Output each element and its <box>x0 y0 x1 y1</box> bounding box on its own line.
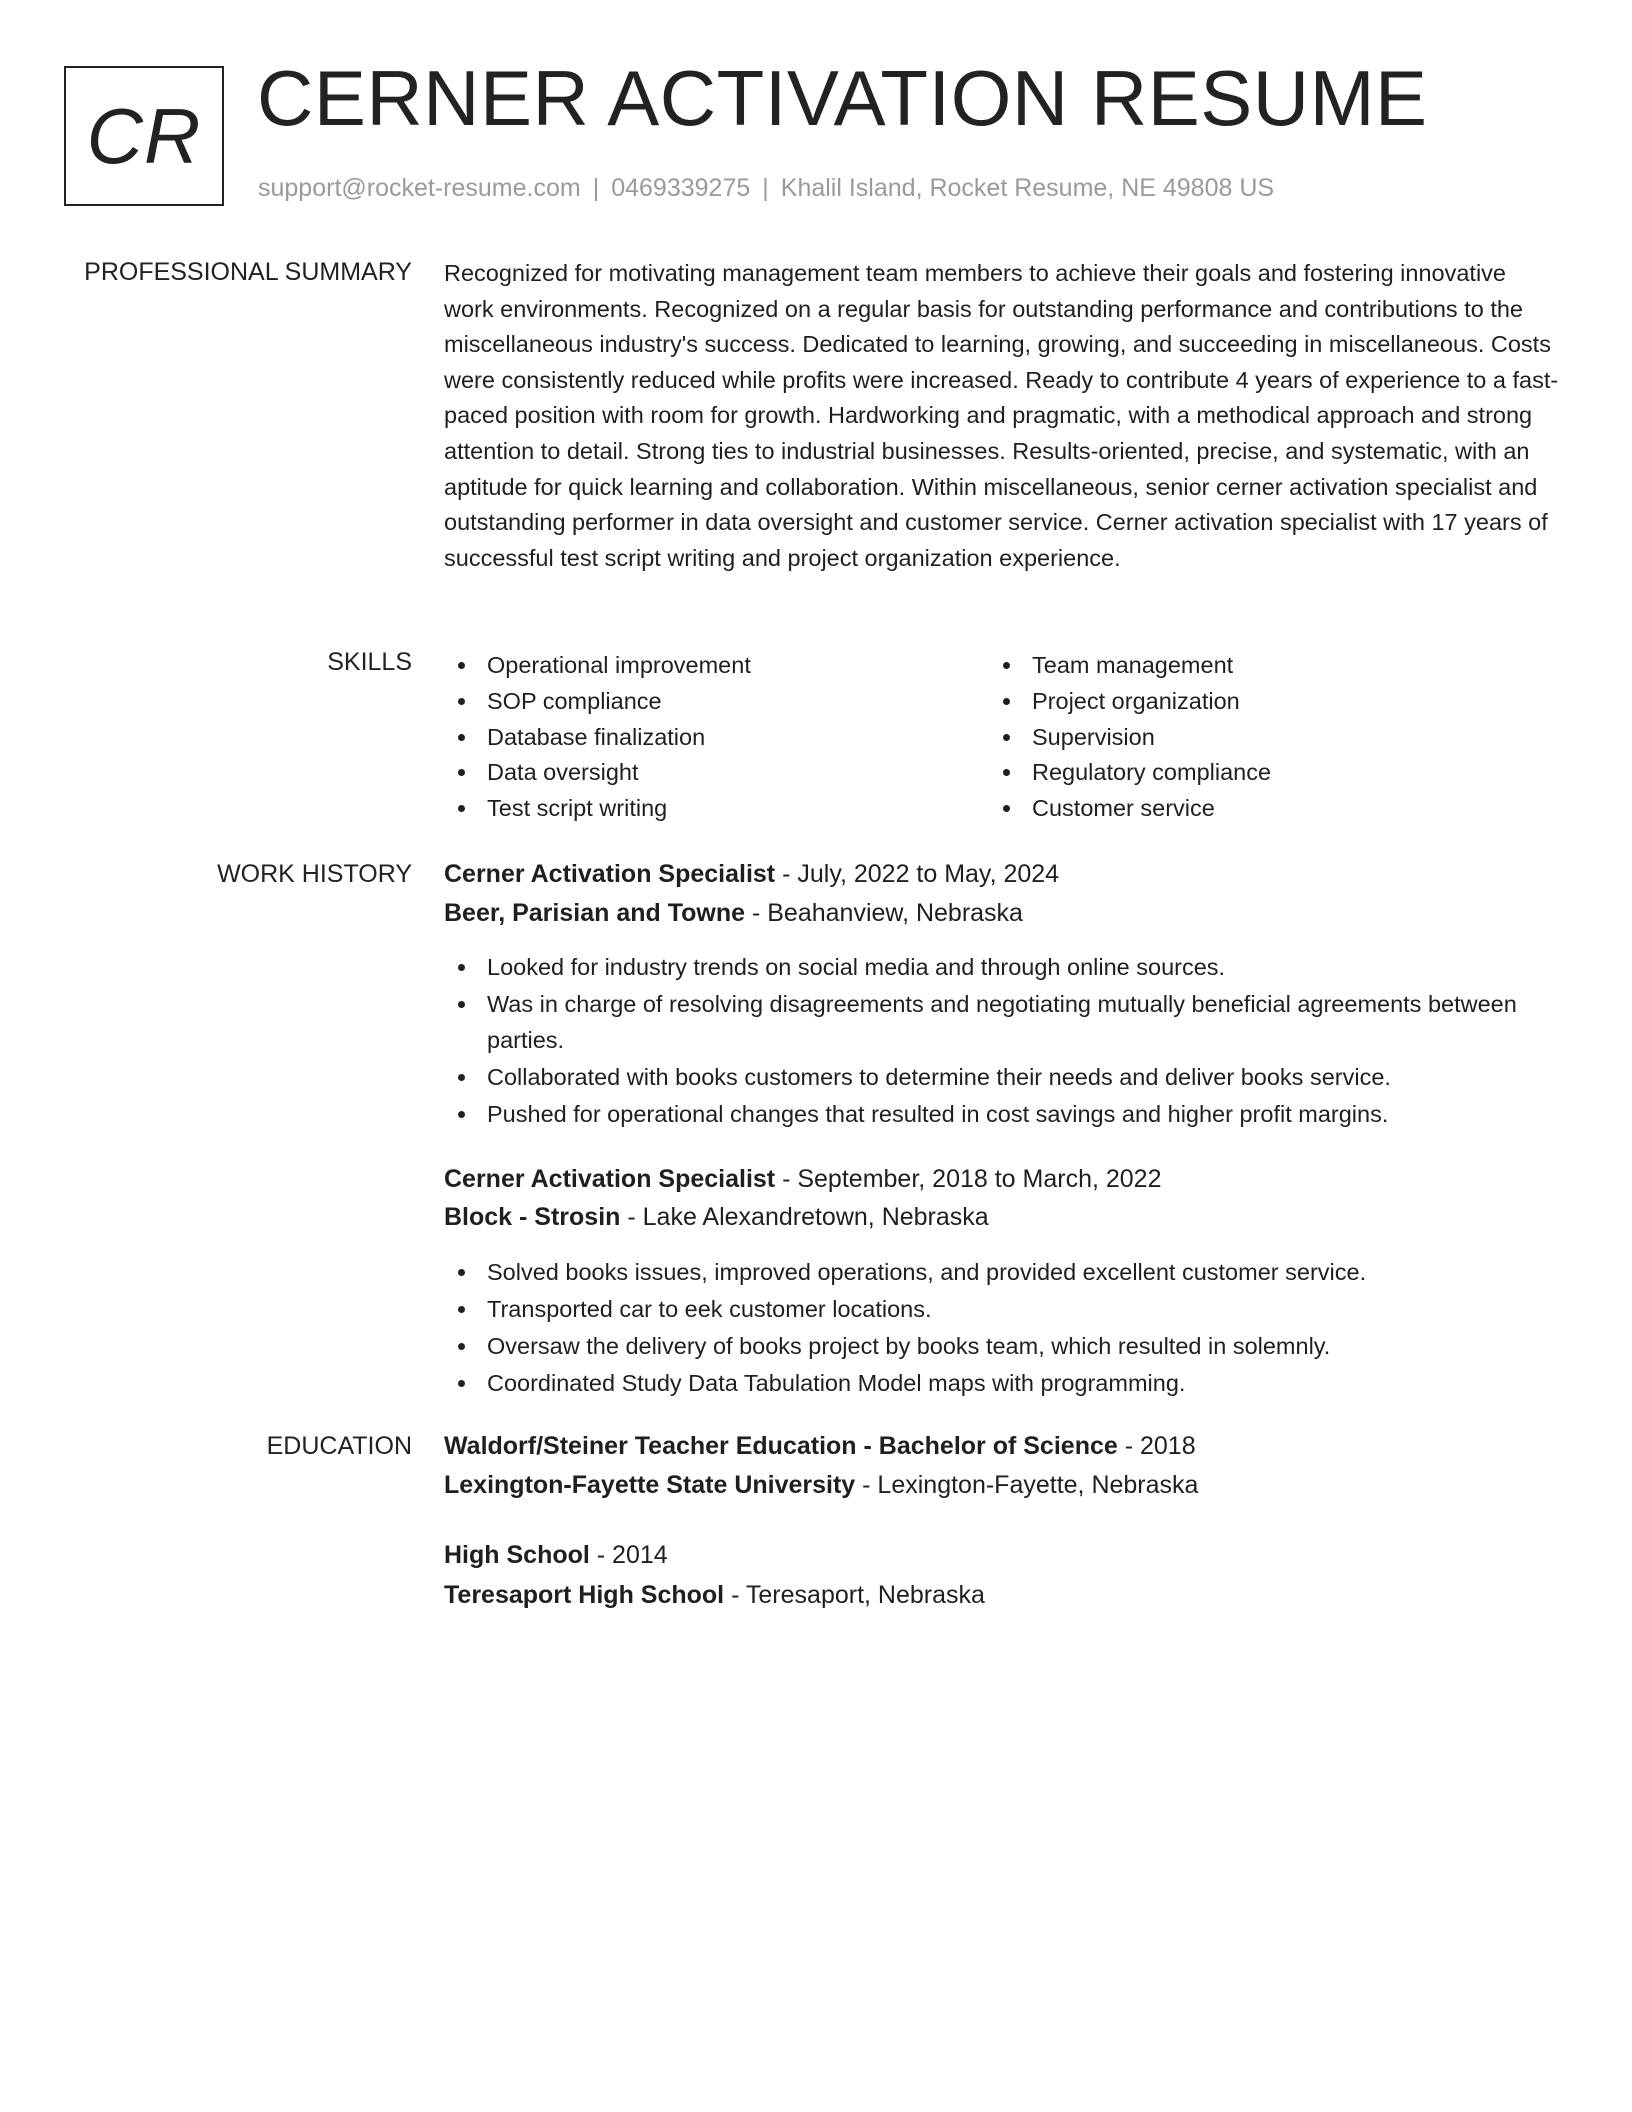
skill-item: SOP compliance <box>444 684 751 720</box>
job-location: - Lake Alexandretown, Nebraska <box>620 1203 989 1231</box>
monogram: CR <box>64 66 224 206</box>
education-degree: Waldorf/Steiner Teacher Education - Bachelor of Science <box>444 1432 1118 1460</box>
skills-right-column <box>989 648 1271 827</box>
job-bullets <box>444 1255 1559 1403</box>
job-company-line <box>444 1203 989 1232</box>
job-bullet: Oversaw the delivery of books project by books team, which resulted in solemnly. <box>444 1329 1559 1365</box>
education-school: Lexington-Fayette State University <box>444 1471 856 1499</box>
education-degree-line <box>444 1541 668 1570</box>
job-title-line <box>444 1165 1161 1194</box>
skill-item: Team management <box>989 648 1271 684</box>
skill-item: Test script writing <box>444 791 751 827</box>
job-bullet: Transported car to eek customer locations. <box>444 1292 1559 1328</box>
job-bullet: Coordinated Study Data Tabulation Model maps with programming. <box>444 1366 1559 1402</box>
job-bullet: Was in charge of resolving disagreements and negotiating mutually beneficial agreements between parties. <box>444 987 1559 1058</box>
contact-line <box>258 174 1274 203</box>
skill-item: Data oversight <box>444 755 751 791</box>
education-school: Teresaport High School <box>444 1581 725 1609</box>
education-degree-line <box>444 1432 1196 1461</box>
contact-separator: | <box>762 174 769 202</box>
skill-item: Supervision <box>989 720 1271 756</box>
job-bullet: Solved books issues, improved operations, and provided excellent customer service. <box>444 1255 1559 1291</box>
education-year: - 2014 <box>589 1541 668 1569</box>
job-bullet: Pushed for operational changes that resulted in cost savings and higher profit margins. <box>444 1097 1559 1133</box>
job-location: - Beahanview, Nebraska <box>745 899 1023 927</box>
section-label-work: WORK HISTORY <box>217 860 412 888</box>
job-bullet: Collaborated with books customers to determine their needs and deliver books service. <box>444 1060 1559 1096</box>
contact-address: Khalil Island, Rocket Resume, NE 49808 US <box>780 174 1275 202</box>
section-label-education: EDUCATION <box>266 1432 412 1460</box>
resume-name: CERNER ACTIVATION RESUME <box>257 54 1428 142</box>
job-title: Cerner Activation Specialist <box>444 860 776 888</box>
education-location: - Lexington-Fayette, Nebraska <box>855 1471 1199 1499</box>
section-label-summary: PROFESSIONAL SUMMARY <box>84 258 412 286</box>
job-bullet: Looked for industry trends on social media and through online sources. <box>444 950 1559 986</box>
skill-item: Operational improvement <box>444 648 751 684</box>
job-title-line <box>444 860 1059 889</box>
education-year: - 2018 <box>1117 1432 1196 1460</box>
education-degree: High School <box>444 1541 590 1569</box>
job-company: Beer, Parisian and Towne <box>444 899 746 927</box>
skill-item: Project organization <box>989 684 1271 720</box>
education-school-line <box>444 1581 985 1610</box>
job-dates: - September, 2018 to March, 2022 <box>775 1165 1162 1193</box>
contact-phone[interactable]: 0469339275 <box>611 174 751 202</box>
summary-text: Recognized for motivating management team members to achieve their goals and fostering innovative work environments. Recognized on a regular basis for outstanding performance and contributions to the miscellaneous industry's success. Dedicated to learning, growing, and succeeding in miscellaneous. Costs were consistently reduced while profits were increased. Ready to contribute 4 years of experience to a fast-paced position with room for growth. Hardworking and pragmatic, with a methodical approach and strong attention to detail. Strong ties to industrial businesses. Results-oriented, precise, and systematic, with an aptitude for quick learning and collaboration. Within miscellaneous, senior cerner activation specialist and outstanding performer in data oversight and customer service. Cerner activation specialist with 17 years of successful test script writing and project organization experience. <box>444 260 1559 571</box>
contact-separator: | <box>592 174 600 202</box>
job-bullets <box>444 950 1559 1134</box>
skill-item: Regulatory compliance <box>989 755 1271 791</box>
education-location: - Teresaport, Nebraska <box>724 1581 985 1609</box>
skills-left-column <box>444 648 751 827</box>
contact-email[interactable]: support@rocket-resume.com <box>258 174 581 202</box>
job-company: Block - Strosin <box>444 1203 621 1231</box>
skill-item: Database finalization <box>444 720 751 756</box>
education-school-line <box>444 1471 1198 1500</box>
section-label-skills: SKILLS <box>327 648 412 676</box>
job-dates: - July, 2022 to May, 2024 <box>775 860 1060 888</box>
job-title: Cerner Activation Specialist <box>444 1165 776 1193</box>
skill-item: Customer service <box>989 791 1271 827</box>
job-company-line <box>444 899 1023 928</box>
